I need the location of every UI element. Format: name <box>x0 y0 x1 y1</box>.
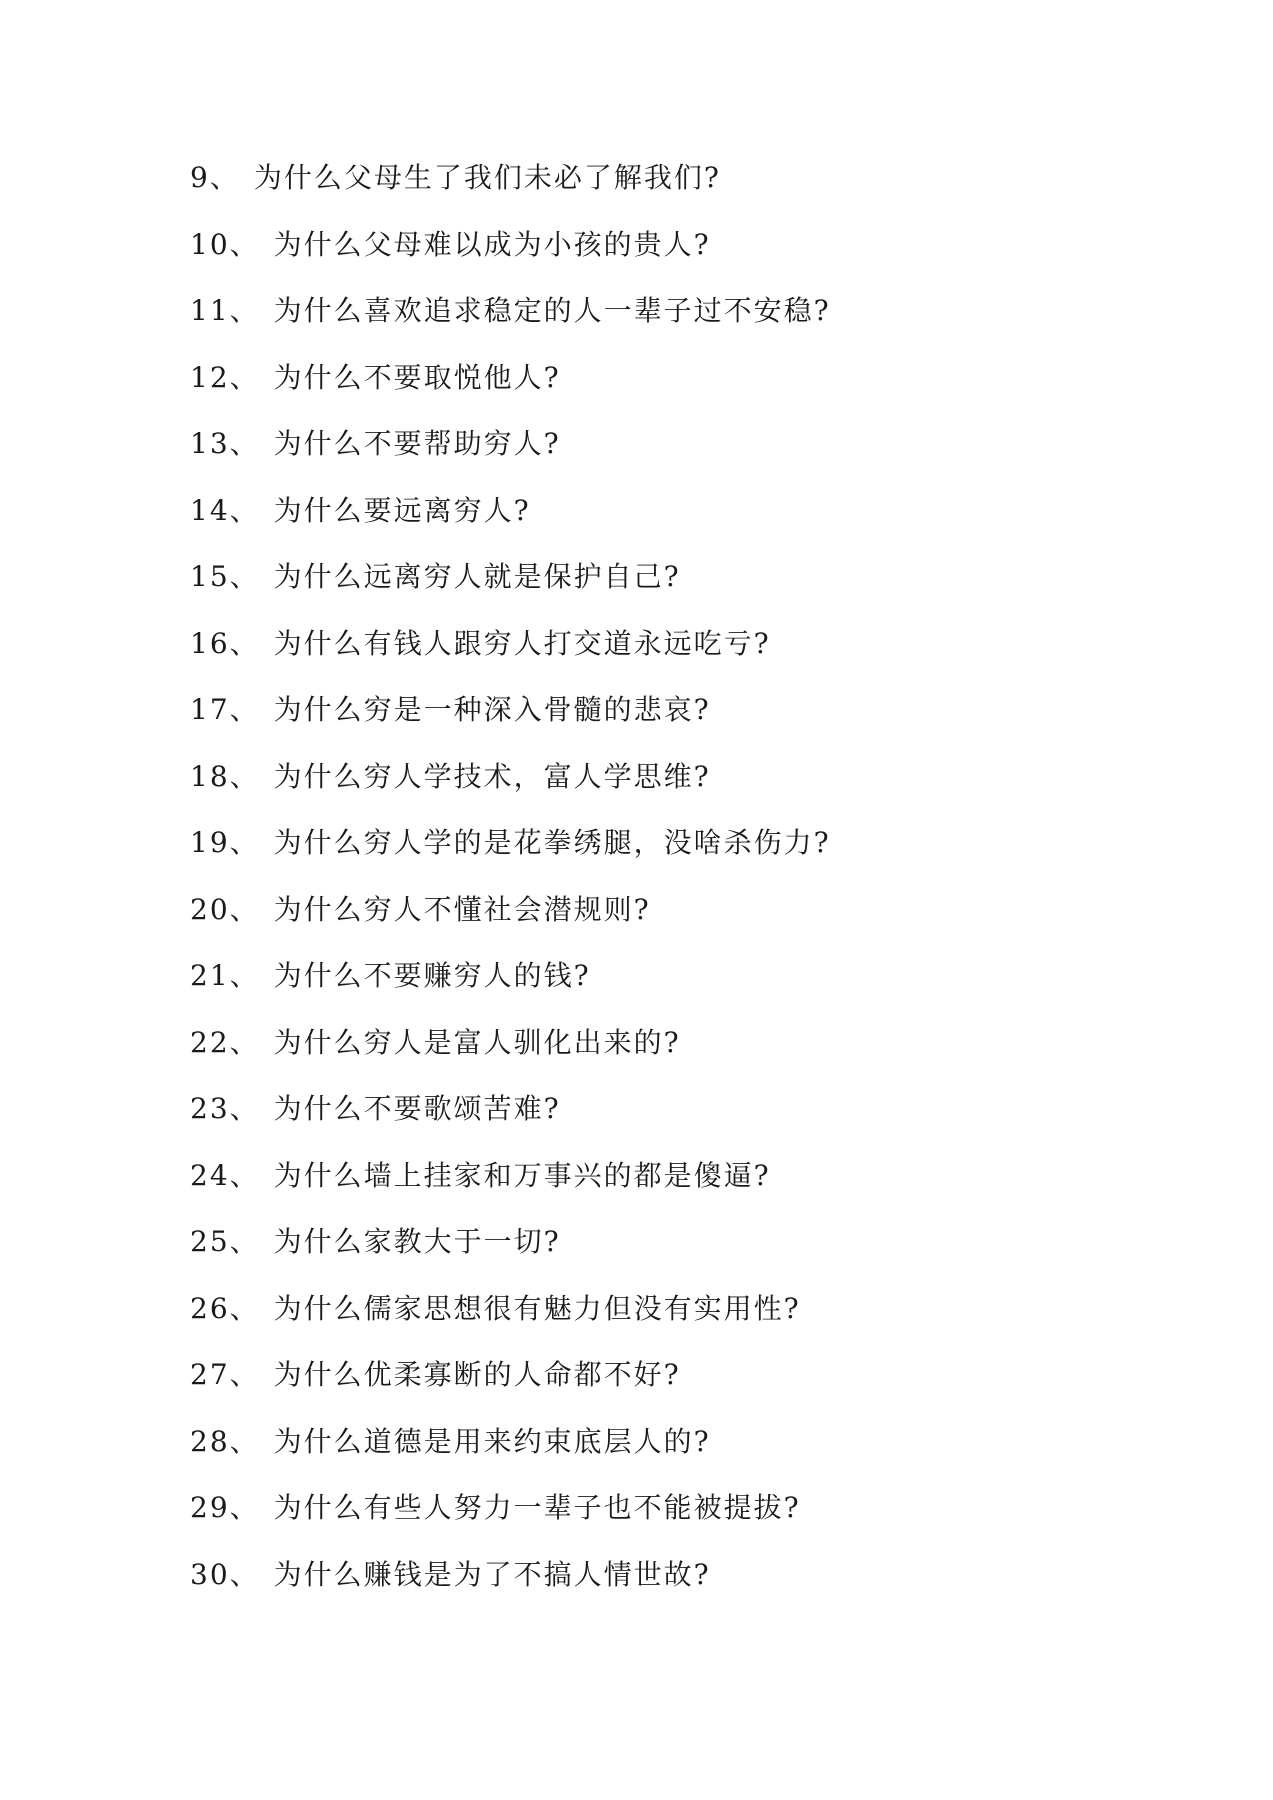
list-item <box>190 358 831 425</box>
item-number: 11 <box>190 294 230 327</box>
item-separator: 、 <box>229 294 260 327</box>
item-text: 为什么不要帮助穷人? <box>273 427 561 460</box>
item-separator: 、 <box>229 1158 260 1192</box>
item-separator: 、 <box>229 693 260 726</box>
item-separator: 、 <box>229 360 260 394</box>
item-separator: 、 <box>229 1491 260 1524</box>
list-item <box>190 1555 831 1622</box>
item-text: 为什么优柔寡断的人命都不好? <box>273 1358 681 1391</box>
item-separator: 、 <box>229 493 260 527</box>
list-item <box>190 690 831 757</box>
item-text: 为什么远离穷人就是保护自己? <box>273 560 681 593</box>
item-number: 27 <box>190 1358 230 1391</box>
item-separator: 、 <box>229 759 260 793</box>
item-text: 为什么穷是一种深入骨髓的悲哀? <box>273 693 711 726</box>
item-separator: 、 <box>229 826 260 859</box>
list-item <box>190 757 831 824</box>
item-separator: 、 <box>229 427 260 460</box>
item-number: 12 <box>190 360 230 394</box>
item-text: 为什么穷人学技术，富人学思维? <box>273 759 711 793</box>
item-number: 25 <box>190 1225 230 1258</box>
list-item <box>190 823 831 890</box>
item-text: 为什么穷人学的是花拳绣腿，没啥杀伤力? <box>273 826 831 859</box>
item-text: 为什么有钱人跟穷人打交道永远吃亏? <box>273 626 771 660</box>
item-number: 14 <box>190 493 230 527</box>
item-number: 15 <box>190 560 230 593</box>
item-separator: 、 <box>229 626 260 660</box>
list-item <box>190 1156 831 1223</box>
item-number: 13 <box>190 427 230 460</box>
item-number: 17 <box>190 693 230 726</box>
item-number: 29 <box>190 1491 230 1524</box>
list-item <box>190 491 831 558</box>
item-number: 16 <box>190 626 230 660</box>
item-number: 18 <box>190 759 230 793</box>
list-item <box>190 158 831 225</box>
item-text: 为什么道德是用来约束底层人的? <box>273 1424 711 1458</box>
list-item <box>190 291 831 358</box>
item-number: 23 <box>190 1092 230 1125</box>
item-separator: 、 <box>229 227 260 261</box>
item-text: 为什么儒家思想很有魅力但没有实用性? <box>273 1291 801 1325</box>
question-list <box>190 158 831 1621</box>
list-item <box>190 1355 831 1422</box>
item-text: 为什么要远离穷人? <box>273 493 531 527</box>
list-item <box>190 1488 831 1555</box>
item-separator: 、 <box>229 1424 260 1458</box>
list-item <box>190 1023 831 1090</box>
item-separator: 、 <box>229 1225 260 1258</box>
item-number: 30 <box>190 1557 230 1591</box>
list-item <box>190 424 831 491</box>
item-number: 10 <box>190 227 230 261</box>
item-number: 28 <box>190 1424 230 1458</box>
item-text: 为什么喜欢追求稳定的人一辈子过不安稳? <box>273 294 831 327</box>
item-separator: 、 <box>229 1291 260 1325</box>
item-separator: 、 <box>229 892 260 926</box>
list-item <box>190 1422 831 1489</box>
item-text: 为什么家教大于一切? <box>273 1225 561 1258</box>
item-number: 21 <box>190 959 230 992</box>
item-separator: 、 <box>229 1557 260 1591</box>
item-text: 为什么穷人不懂社会潜规则? <box>273 892 651 926</box>
item-separator: 、 <box>229 1092 260 1125</box>
item-number: 20 <box>190 892 230 926</box>
item-text: 为什么有些人努力一辈子也不能被提拔? <box>273 1491 801 1524</box>
item-text: 为什么不要取悦他人? <box>273 360 561 394</box>
list-item <box>190 1222 831 1289</box>
item-number: 22 <box>190 1025 230 1059</box>
item-separator: 、 <box>229 560 260 593</box>
list-item <box>190 890 831 957</box>
item-text: 为什么父母生了我们未必了解我们? <box>253 161 721 194</box>
list-item <box>190 956 831 1023</box>
item-text: 为什么父母难以成为小孩的贵人? <box>273 227 711 261</box>
item-separator: 、 <box>229 1025 260 1059</box>
item-separator: 、 <box>209 161 240 194</box>
item-number: 19 <box>190 826 230 859</box>
item-number: 26 <box>190 1291 230 1325</box>
item-text: 为什么不要赚穷人的钱? <box>273 959 591 992</box>
item-text: 为什么墙上挂家和万事兴的都是傻逼? <box>273 1158 771 1192</box>
item-text: 为什么赚钱是为了不搞人情世故? <box>273 1557 711 1591</box>
list-item <box>190 557 831 624</box>
list-item <box>190 225 831 292</box>
list-item <box>190 1089 831 1156</box>
item-separator: 、 <box>229 1358 260 1391</box>
item-separator: 、 <box>229 959 260 992</box>
item-text: 为什么穷人是富人驯化出来的? <box>273 1025 681 1059</box>
list-item <box>190 624 831 691</box>
item-number: 9 <box>190 161 210 194</box>
item-text: 为什么不要歌颂苦难? <box>273 1092 561 1125</box>
item-number: 24 <box>190 1158 230 1192</box>
list-item <box>190 1289 831 1356</box>
